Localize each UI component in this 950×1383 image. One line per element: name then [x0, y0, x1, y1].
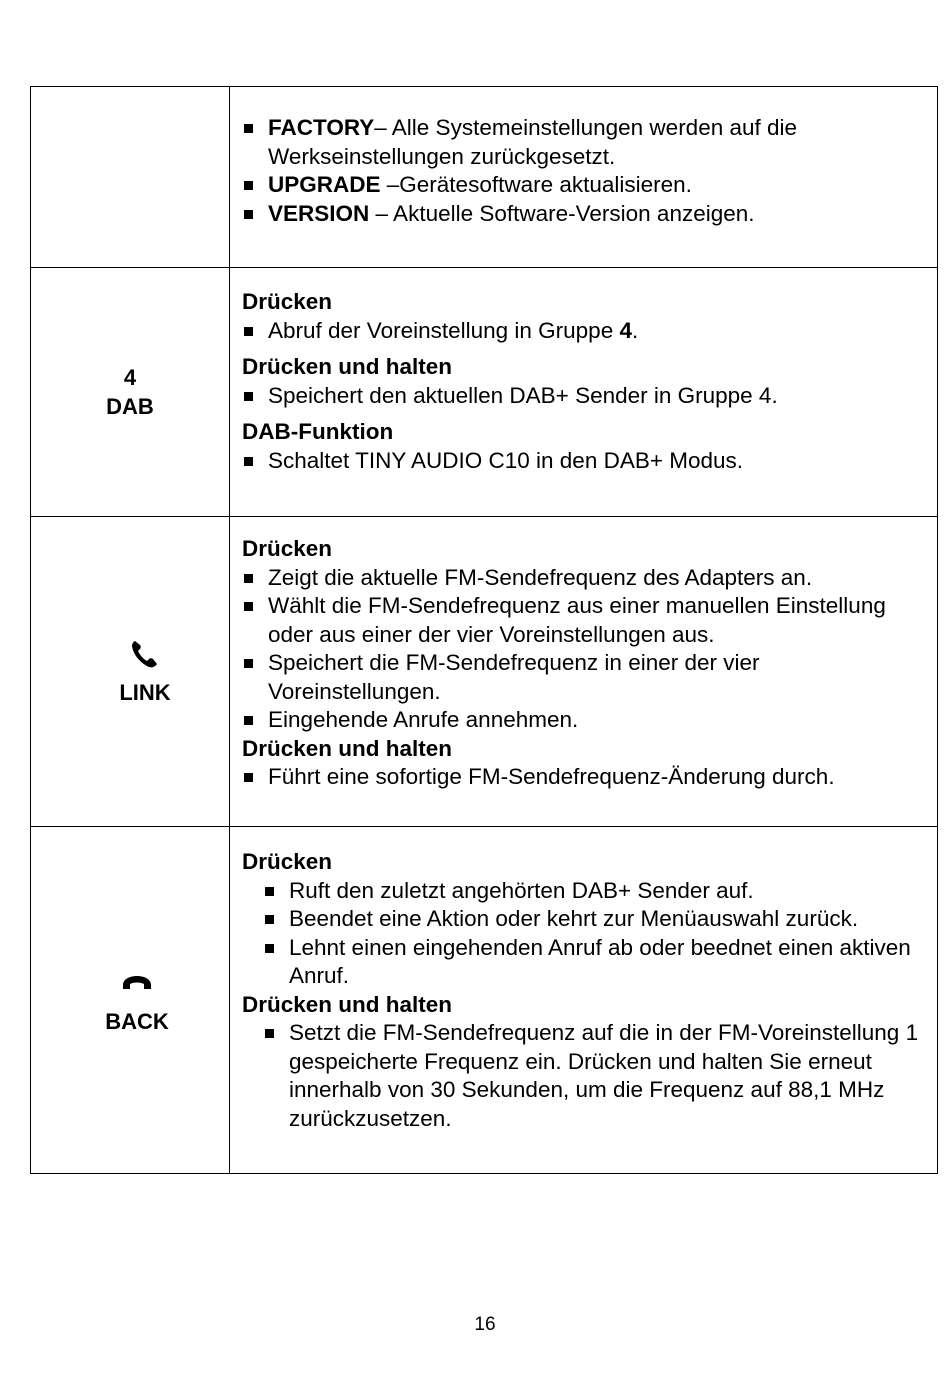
- list-item: Speichert den aktuellen DAB+ Sender in Gruppe 4.: [242, 382, 937, 411]
- list-item: Setzt die FM-Sendefrequenz auf die in der FM-Voreinstellung 1 gespeicherte Frequenz ein. Drücken und halten Sie erneut innerhalb von 30 Sekunden, um die Frequenz auf 88,1 MHz zurückzusetzen.: [242, 1019, 937, 1133]
- button-function-table: [30, 86, 938, 1174]
- option-name: FACTORY: [268, 115, 375, 140]
- phone-hangup-icon: [119, 965, 155, 1001]
- list-item: [242, 200, 937, 229]
- bullet-list: [242, 114, 937, 228]
- page-number: 16: [474, 1314, 496, 1335]
- item-bold-value: 4: [619, 317, 632, 343]
- option-name: VERSION: [268, 200, 370, 226]
- list-item: [242, 114, 937, 171]
- option-description: –Gerätesoftware aktualisieren.: [380, 172, 692, 197]
- bullet-list: [242, 447, 937, 476]
- option-name: UPGRADE: [268, 172, 381, 197]
- section-heading: DAB-Funktion: [242, 419, 394, 444]
- key-label: LINK: [119, 680, 171, 705]
- bullet-list: [242, 763, 937, 792]
- bullet-list: [242, 382, 937, 411]
- table-row: [31, 87, 938, 268]
- list-item: Ruft den zuletzt angehörten DAB+ Sender auf.: [242, 877, 937, 906]
- table-row: [31, 517, 938, 827]
- description-cell: [230, 268, 938, 517]
- bullet-list: [242, 317, 937, 346]
- list-item: [242, 317, 937, 346]
- list-item: Beendet eine Aktion oder kehrt zur Menüauswahl zurück.: [242, 905, 937, 934]
- list-item: [242, 171, 937, 200]
- section-heading: Drücken: [242, 849, 333, 874]
- section-heading: Drücken: [242, 289, 333, 314]
- section-heading: Drücken und halten: [242, 735, 453, 761]
- description-cell: [230, 827, 938, 1174]
- key-cell-empty: [31, 87, 230, 268]
- description-cell: [230, 517, 938, 827]
- item-text: Abruf der Voreinstellung in Gruppe: [268, 317, 620, 343]
- key-cell-dab: [31, 268, 230, 517]
- bullet-list: [242, 1019, 937, 1133]
- key-cell-back: [31, 827, 230, 1174]
- phone-answer-icon: [127, 636, 163, 672]
- item-suffix: .: [631, 317, 639, 343]
- list-item: Speichert die FM-Sendefrequenz in einer der vier Voreinstellungen.: [242, 649, 937, 706]
- table-row: [31, 268, 938, 517]
- list-item: Lehnt einen eingehenden Anruf ab oder beednet einen aktiven Anruf.: [242, 934, 937, 991]
- key-number: 4: [123, 365, 137, 390]
- section-heading: Drücken und halten: [242, 354, 453, 379]
- list-item: Wählt die FM-Sendefrequenz aus einer manuellen Einstellung oder aus einer der vier Voreinstellungen aus.: [242, 592, 937, 649]
- table-row: [31, 827, 938, 1174]
- bullet-list: [242, 877, 937, 991]
- list-item: Eingehende Anrufe annehmen.: [242, 706, 937, 735]
- option-description: – Aktuelle Software-Version anzeigen.: [369, 200, 755, 226]
- bullet-list: [242, 564, 937, 735]
- option-description: – Alle Systemeinstellungen werden auf die Werkseinstellungen zurückgesetzt.: [268, 115, 798, 169]
- key-label: DAB: [106, 394, 154, 419]
- list-item: Führt eine sofortige FM-Sendefrequenz-Änderung durch.: [242, 763, 937, 792]
- description-cell: [230, 87, 938, 268]
- key-label: BACK: [105, 1008, 169, 1034]
- key-cell-link: [31, 517, 230, 827]
- list-item: Schaltet TINY AUDIO C10 in den DAB+ Modus.: [242, 447, 937, 476]
- section-heading: Drücken und halten: [242, 991, 453, 1017]
- section-heading: Drücken: [242, 536, 333, 561]
- list-item: Zeigt die aktuelle FM-Sendefrequenz des Adapters an.: [242, 564, 937, 593]
